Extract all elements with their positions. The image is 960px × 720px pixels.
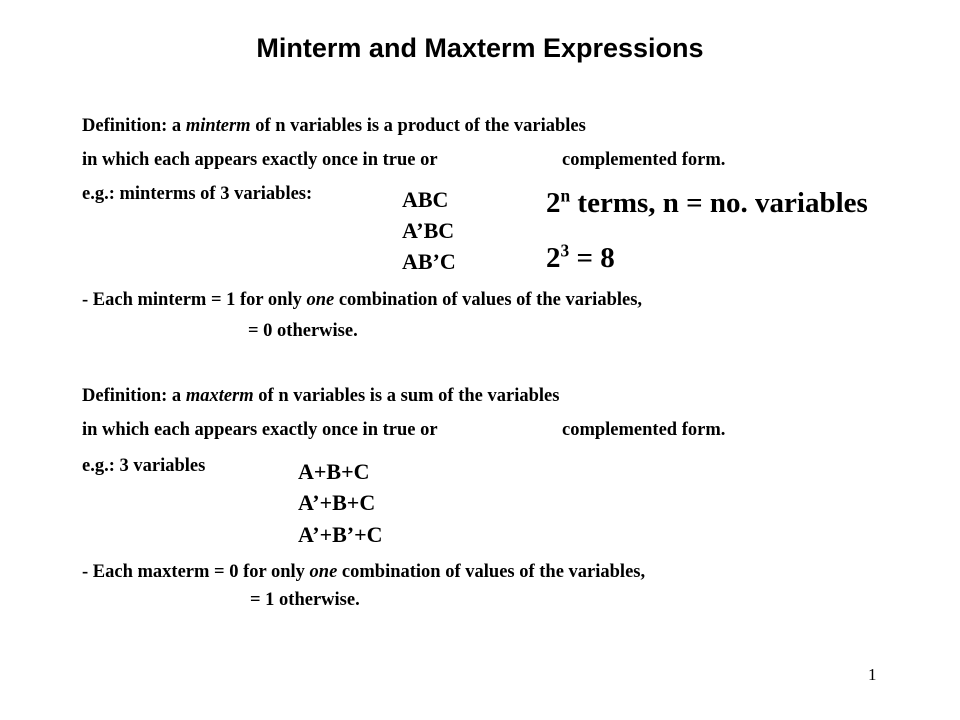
count-rest: terms, n = no. variables: [570, 187, 868, 219]
maxterm-otherwise: = 1 otherwise.: [250, 590, 360, 610]
example-base: 2: [546, 242, 561, 274]
page-number: 1: [868, 665, 877, 684]
minterm-definition-line2b: complemented form.: [562, 150, 726, 170]
minterm-example-label: e.g.: minterms of 3 variables:: [82, 184, 313, 204]
maxterm-each-em: one: [309, 562, 338, 582]
minterm-definition: [82, 116, 586, 137]
maxterm-each-post: combination of values of the variables,: [337, 562, 646, 582]
minterm-term: A’BC: [402, 218, 455, 243]
maxterm-property: [82, 562, 645, 583]
maxterm-definition-line2: [82, 420, 438, 441]
slide-title: Minterm and Maxterm Expressions: [256, 33, 704, 63]
maxterm-line2-a: in which each appears exactly once in true or: [82, 420, 438, 440]
minterm-def-term: minterm: [185, 116, 251, 136]
count-base: 2: [546, 187, 561, 219]
minterm-each-pre: - Each minterm = 1 for only: [82, 290, 307, 310]
maxterm-def-post: of n variables is a sum of the variables: [253, 386, 560, 406]
minterm-otherwise: = 0 otherwise.: [248, 321, 358, 341]
minterm-each-em: one: [306, 290, 335, 310]
maxterm-term: A+B+C: [298, 459, 370, 484]
example-exponent: 3: [560, 240, 570, 261]
maxterm-example-label: e.g.: 3 variables: [82, 456, 206, 476]
minterm-def-pre: Definition: a: [82, 116, 186, 136]
minterm-count-example: [546, 242, 615, 275]
minterm-term: AB’C: [402, 249, 456, 274]
minterm-def-post: of n variables is a product of the variables: [250, 116, 586, 136]
maxterm-definition-line2b: complemented form.: [562, 420, 726, 440]
minterm-count-formula: [546, 187, 868, 220]
count-exponent: n: [560, 185, 571, 206]
minterm-definition-line2: [82, 150, 438, 171]
maxterm-term: A’+B+C: [298, 490, 376, 515]
minterm-property: [82, 290, 642, 311]
minterm-each-post: combination of values of the variables,: [334, 290, 643, 310]
maxterm-def-pre: Definition: a: [82, 386, 186, 406]
minterm-line2-a: in which each appears exactly once in true or: [82, 150, 438, 170]
example-rest: = 8: [569, 242, 615, 274]
maxterm-term: A’+B’+C: [298, 522, 383, 547]
maxterm-each-pre: - Each maxterm = 0 for only: [82, 562, 310, 582]
minterm-term: ABC: [402, 187, 449, 212]
maxterm-definition: [82, 386, 559, 407]
maxterm-def-term: maxterm: [185, 386, 254, 406]
